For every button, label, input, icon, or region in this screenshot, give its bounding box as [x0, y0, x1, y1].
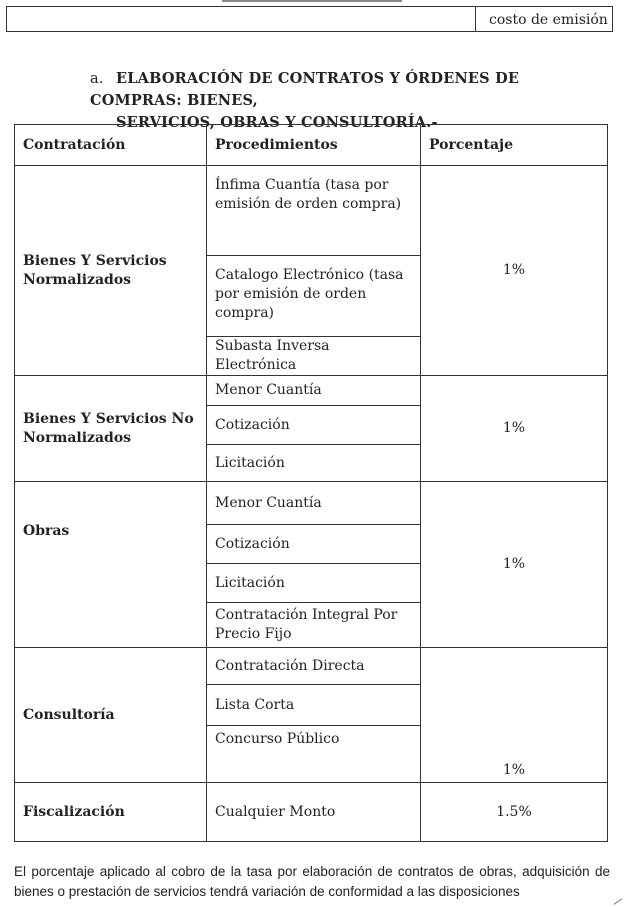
percentage-cell: 1%	[421, 648, 608, 783]
percentage-cell: 1%	[421, 166, 608, 376]
procedure-cell: Lista Corta	[207, 685, 421, 726]
table-row	[15, 482, 608, 525]
percentage-cell: 1%	[421, 376, 608, 482]
cell-divider	[475, 7, 476, 31]
table-row	[15, 376, 608, 406]
contracting-table	[14, 124, 608, 842]
heading-line-1: ELABORACIÓN DE CONTRATOS Y ÓRDENES DE COMPRAS: BIENES,	[90, 70, 520, 109]
footer-paragraph	[14, 862, 610, 902]
list-marker: a.	[90, 71, 104, 87]
procedure-cell: Concurso Público	[207, 726, 421, 783]
procedure-cell: Contratación Directa	[207, 648, 421, 685]
percentage-cell: 1.5%	[421, 783, 608, 842]
procedure-cell: Cualquier Monto	[207, 783, 421, 842]
procedure-cell: Contratación Integral Por Precio Fijo	[207, 603, 421, 648]
heading-line-2: SERVICIOS, OBRAS Y CONSULTORÍA.-	[116, 114, 438, 131]
previous-table-row	[6, 6, 613, 32]
costo-emision-cell: costo de emisión	[489, 12, 608, 28]
procedure-cell: Licitación	[207, 445, 421, 482]
percentage-cell: 1%	[421, 482, 608, 648]
top-rule	[222, 0, 402, 2]
header-procedimientos: Procedimientos	[207, 125, 421, 166]
procedure-cell: Licitación	[207, 564, 421, 603]
header-contratacion: Contratación	[15, 125, 207, 166]
contratacion-cell: Obras	[15, 482, 207, 648]
contratacion-cell: Fiscalización	[15, 783, 207, 842]
contratacion-cell: Bienes Y Servicios No Normalizados	[15, 376, 207, 482]
procedure-cell: Catalogo Electrónico (tasa por emisión de orden compra)	[207, 256, 421, 337]
procedure-cell: Subasta Inversa Electrónica	[207, 337, 421, 376]
table-row	[15, 648, 608, 685]
procedure-cell: Cotización	[207, 406, 421, 445]
table-row	[15, 783, 608, 842]
contratacion-cell: Bienes Y Servicios Normalizados	[15, 166, 207, 376]
procedure-cell: Menor Cuantía	[207, 376, 421, 406]
table-row	[15, 166, 608, 256]
footer-text: El porcentaje aplicado al cobro de la tasa por elaboración de contratos de obras, adquisición de bienes o prestación de servicios tendrá variación de conformidad a las disposiciones	[14, 864, 610, 899]
header-porcentaje: Porcentaje	[421, 125, 608, 166]
procedure-cell: Ínfima Cuantía (tasa por emisión de orden compra)	[207, 166, 421, 256]
table-header-row	[15, 125, 608, 166]
procedure-cell: Menor Cuantía	[207, 482, 421, 525]
procedure-cell: Cotización	[207, 525, 421, 564]
contratacion-cell: Consultoría	[15, 648, 207, 783]
